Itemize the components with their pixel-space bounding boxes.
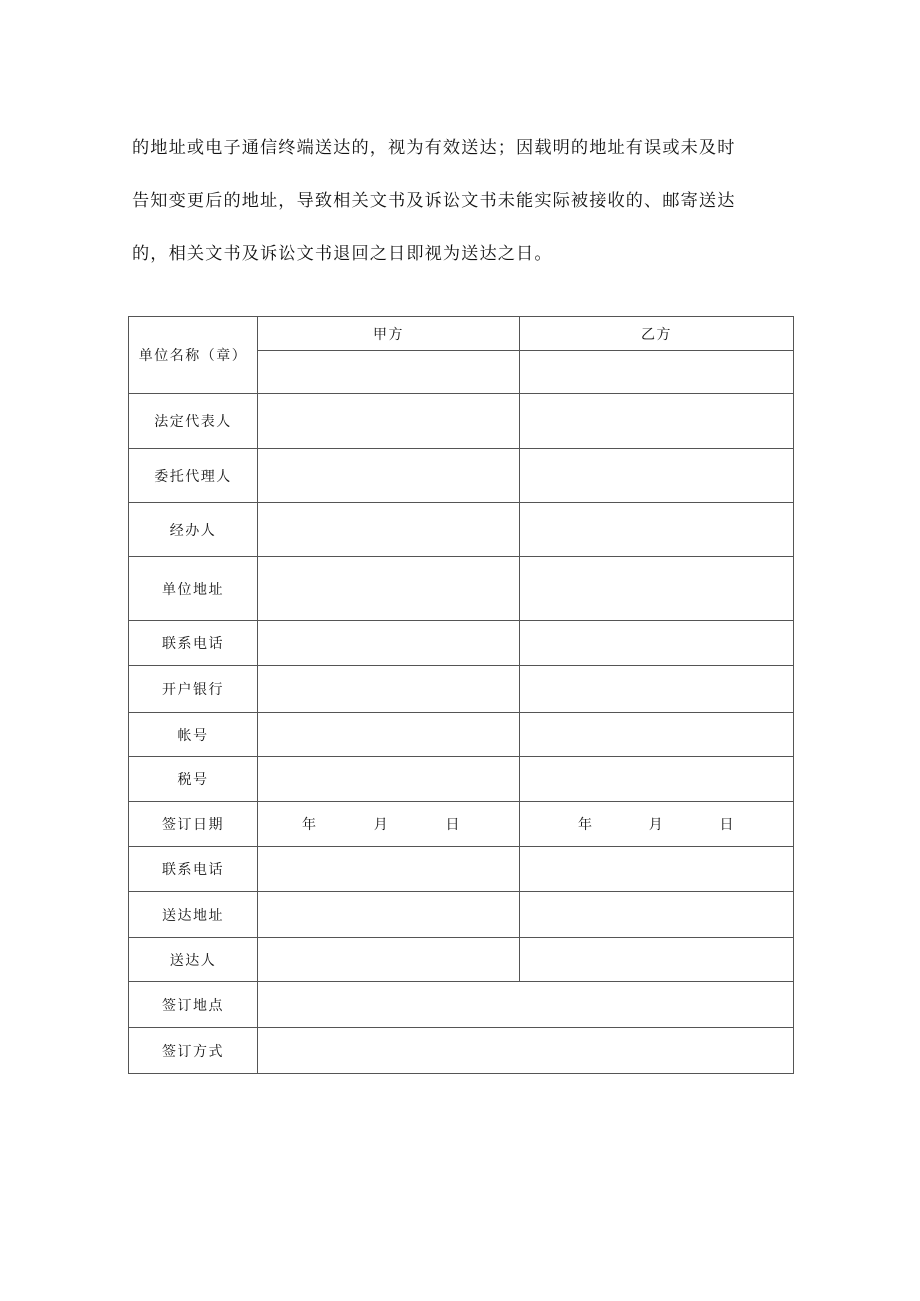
cell-a-recipient[interactable] [258,938,520,982]
label-sign-date: 签订日期 [129,802,258,847]
cell-b-handler[interactable] [520,503,794,557]
cell-b-contact-phone[interactable] [520,847,794,892]
label-bank: 开户银行 [129,666,258,713]
cell-a-bank[interactable] [258,666,520,713]
label-sign-place: 签订地点 [129,982,258,1028]
cell-a-sign-date[interactable] [258,802,520,847]
header-party-a: 甲方 [258,317,520,351]
cell-a-legal-rep[interactable] [258,394,520,449]
label-handler: 经办人 [129,503,258,557]
cell-a-handler[interactable] [258,503,520,557]
cell-a-unit-name[interactable] [258,351,520,394]
date-b-year: 年 [578,817,594,833]
signature-table [128,316,794,1074]
label-unit-name: 单位名称（章） [129,317,258,394]
cell-b-sign-date[interactable] [520,802,794,847]
cell-a-account[interactable] [258,713,520,757]
cell-b-legal-rep[interactable] [520,394,794,449]
cell-a-contact-phone[interactable] [258,847,520,892]
date-a-year: 年 [302,817,318,833]
label-address: 单位地址 [129,557,258,621]
label-sign-method: 签订方式 [129,1028,258,1074]
cell-sign-place[interactable] [258,982,794,1028]
label-phone: 联系电话 [129,621,258,666]
label-legal-rep: 法定代表人 [129,394,258,449]
paragraph [132,122,792,281]
cell-b-agent[interactable] [520,449,794,503]
paragraph-line-3: 的，相关文书及诉讼文书退回之日即视为送达之日。 [132,244,553,264]
cell-b-unit-name[interactable] [520,351,794,394]
cell-sign-method[interactable] [258,1028,794,1074]
cell-b-delivery-address[interactable] [520,892,794,938]
date-b-day: 日 [719,817,735,833]
date-a-month: 月 [373,817,390,833]
label-contact-phone: 联系电话 [129,847,258,892]
date-b-month: 月 [648,817,665,833]
date-a-day: 日 [445,817,461,833]
cell-b-recipient[interactable] [520,938,794,982]
paragraph-line-2: 告知变更后的地址，导致相关文书及诉讼文书未能实际被接收的、邮寄送达 [132,191,736,211]
cell-b-address[interactable] [520,557,794,621]
paragraph-line-1: 的地址或电子通信终端送达的，视为有效送达；因载明的地址有误或未及时 [132,138,736,158]
cell-b-bank[interactable] [520,666,794,713]
cell-b-account[interactable] [520,713,794,757]
label-account: 帐号 [129,713,258,757]
header-party-b: 乙方 [520,317,794,351]
cell-a-tax-id[interactable] [258,757,520,802]
cell-a-agent[interactable] [258,449,520,503]
cell-a-phone[interactable] [258,621,520,666]
label-recipient: 送达人 [129,938,258,982]
label-agent: 委托代理人 [129,449,258,503]
label-tax-id: 税号 [129,757,258,802]
label-delivery-address: 送达地址 [129,892,258,938]
cell-b-tax-id[interactable] [520,757,794,802]
cell-a-delivery-address[interactable] [258,892,520,938]
cell-b-phone[interactable] [520,621,794,666]
cell-a-address[interactable] [258,557,520,621]
